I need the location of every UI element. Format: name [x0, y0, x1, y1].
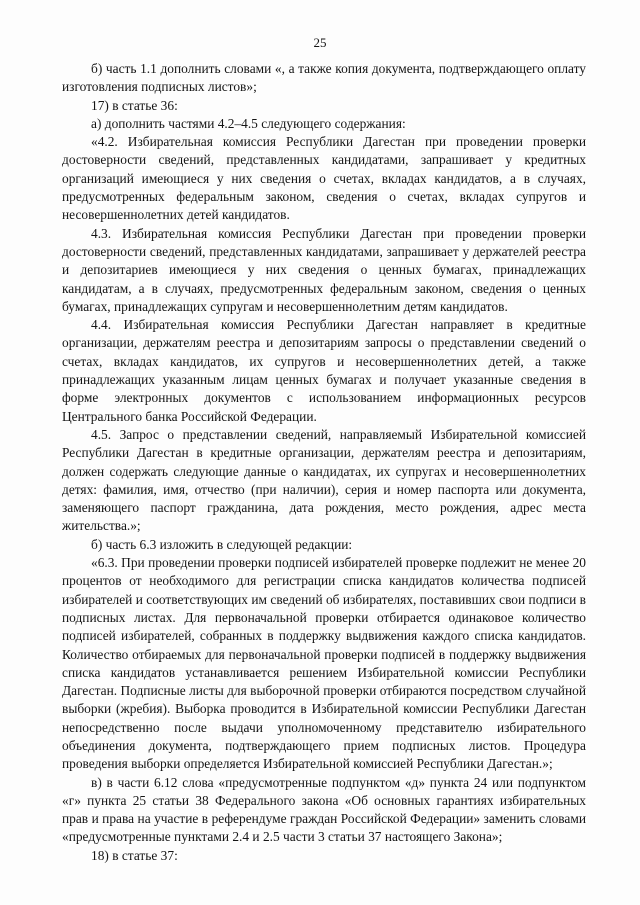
paragraph-8: б) часть 6.3 изложить в следующей редакции:	[91, 536, 353, 552]
paragraph-3: а) дополнить частями 4.2–4.5 следующего содержания:	[91, 115, 406, 131]
document-body	[62, 60, 586, 865]
paragraph-7: 4.5. Запрос о представлении сведений, направляемый Избирательной комиссией Республики Дагестан в кредитные организации, держателям реестра и депозитариям, должен содержать следующие данные о кандидатах, их супругах и несовершеннолетних детях: фамилия, имя, отчество (при наличии), серия и номер паспорта или документа, заменяющего паспорт гражданина, дата рождения, место рождения, адрес места жительства.»;	[62, 426, 586, 534]
page-number: 25	[313, 35, 327, 50]
paragraph-11: 18) в статье 37:	[91, 847, 178, 863]
paragraph-9: «6.3. При проведении проверки подписей избирателей проверке подлежит не менее 20 процентов от необходимого для регистрации списка кандидатов количества подписей избирателей и соответствующих им сведений об избирателях, поставивших свои подписи в подписных листах. Для первоначальной проверки отбирается одинаковое количество подписей избирателей, собранных в поддержку выдвижения каждого списка кандидатов. Количество отбираемых для первоначальной проверки подписей в поддержку выдвижения списка кандидатов устанавливается решением Избирательной комиссии Республики Дагестан. Подписные листы для выборочной проверки отбираются посредством случайной выборки (жребия). Выборка проводится в Избирательной комиссии Республики Дагестан непосредственно после выдачи уполномоченному представителю избирательного объединения документа, подтверждающего прием подписных листов. Процедура проведения выборки определяется Избирательной комиссией Республики Дагестан.»;	[62, 555, 586, 772]
paragraph-1: б) часть 1.1 дополнить словами «, а также копия документа, подтверждающего оплату изготовления подписных листов»;	[62, 61, 586, 95]
paragraph-10: в) в части 6.12 слова «предусмотренные подпунктом «д» пункта 24 или подпунктом «г» пункта 25 статьи 38 Федерального закона «Об основных гарантиях избирательных прав и права на участие в референдуме граждан Российской Федерации» заменить словами «предусмотренные пунктами 2.4 и 2.5 части 3 статьи 37 настоящего Закона»;	[62, 774, 586, 845]
paragraph-6: 4.4. Избирательная комиссия Республики Дагестан направляет в кредитные организации, держателям реестра и депозитариям запросы о представлении сведений о счетах, вкладах кандидатов, их супругов и несовершеннолетних детей, а также принадлежащих указанным лицам ценных бумагах и получает указанные сведения в форме электронных документов с использованием информационных ресурсов Центрального банка Российской Федерации.	[62, 317, 586, 424]
paragraph-4: «4.2. Избирательная комиссия Республики Дагестан при проведении проверки достоверности сведений, представленных кандидатами, запрашивает у кредитных организаций имеющиеся у них сведения о счетах, вкладах кандидатов, а в случаях, предусмотренных федеральным законом, сведения о счетах, вкладах супругов и несовершеннолетних детей кандидатов.	[62, 134, 586, 223]
paragraph-5: 4.3. Избирательная комиссия Республики Дагестан при проведении проверки достоверности сведений, представленных кандидатами, запрашивает у держателей реестра и депозитариев имеющиеся у них сведения о ценных бумагах, принадлежащих кандидатам, а в случаях, предусмотренных федеральным законом, сведения о ценных бумагах, принадлежащих супругам и несовершеннолетним детям кандидатов.	[62, 225, 586, 314]
paragraph-2: 17) в статье 36:	[91, 97, 178, 113]
